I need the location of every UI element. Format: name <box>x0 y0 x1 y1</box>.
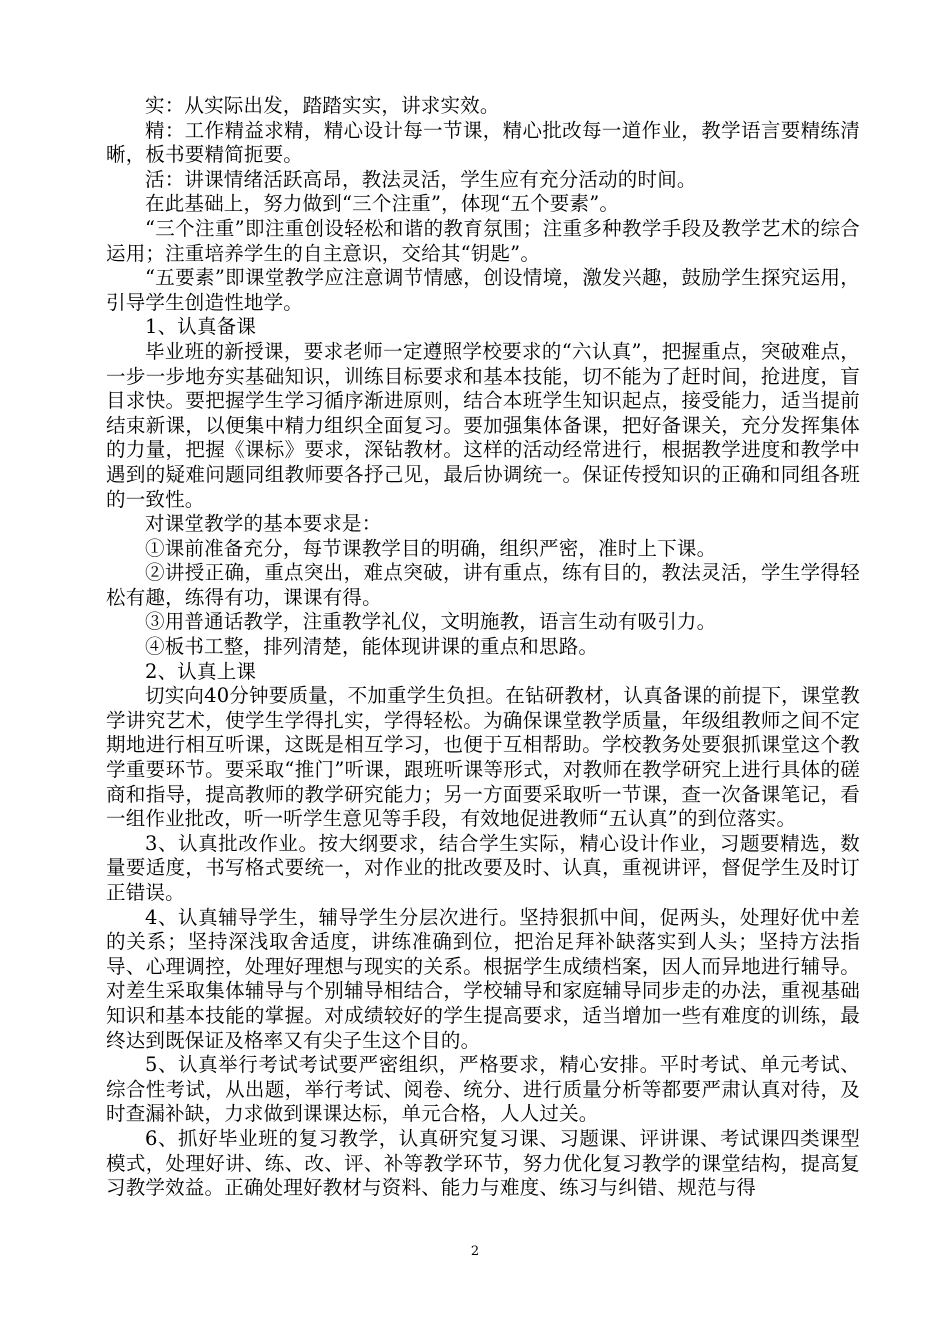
list-item-requirement-2: ②讲授正确，重点突出，难点突破，讲有重点，练有目的，教法灵活，学生学得轻松有趣，练得有功，课课有得。 <box>106 561 860 609</box>
paragraph-requirements-intro: 对课堂教学的基本要求是： <box>145 512 382 536</box>
section-heading-lesson-prep: 1、认真备课 <box>145 315 257 339</box>
paragraph-shi: 实：从实际出发，踏踏实实，讲求实效。 <box>145 94 500 117</box>
paragraph-five-elements: “五要素”即课堂教学应注意调节情感，创设情境，激发兴趣，鼓励学生探究运用，引导学生创造性地学。 <box>106 266 860 314</box>
list-item-requirement-1: ①课前准备充分，每节课教学目的明确，组织严密，准时上下课。 <box>145 536 717 560</box>
document-body <box>106 94 860 1201</box>
paragraph-exams: 5、认真举行考试考试要严密组织，严格要求，精心安排。平时考试、单元考试、综合性考试，从出题，举行考试、阅卷、统分、进行质量分析等都要严肃认真对待，及时查漏补缺，力求做到课课达标，单元合格，人人过关。 <box>106 1053 860 1126</box>
list-item-requirement-4: ④板书工整，排列清楚，能体现讲课的重点和思路。 <box>145 635 599 659</box>
list-item-requirement-3: ③用普通话教学，注重教学礼仪，文明施教，语言生动有吸引力。 <box>145 610 717 634</box>
section-heading-teaching: 2、认真上课 <box>145 659 257 683</box>
paragraph-three-emphases: “三个注重”即注重创设轻松和谐的教育氛围；注重多种教学手段及教学艺术的综合运用；注重培养学生的自主意识，交给其“钥匙”。 <box>106 216 860 265</box>
paragraph-review: 6、抓好毕业班的复习教学，认真研究复习课、习题课、评讲课、考试课四类课型模式，处理好讲、练、改、评、补等教学环节，努力优化复习教学的课堂结构，提高复习教学效益。正确处理好教材与资料、能力与难度、练习与纠错、规范与得 <box>106 1126 860 1200</box>
paragraph-tutoring: 4、认真辅导学生，辅导学生分层次进行。坚持狠抓中间，促两头，处理好优中差的关系；坚持深浅取舍适度，讲练准确到位，把治足拜补缺落实到人头；坚持方法指导、心理调控，处理好理想与现实的关系。根据学生成绩档案，因人而异地进行辅导。对差生采取集体辅导与个别辅导相结合，学校辅导和家庭辅导同步走的办法，重视基础知识和基本技能的掌握。对成绩较好的学生提高要求，适当增加一些有难度的训练，最终达到既保证及格率又有尖子生这个目的。 <box>106 905 860 1052</box>
paragraph-jing: 精：工作精益求精，精心设计每一节课，精心批改每一道作业，教学语言要精练清晰，板书要精简扼要。 <box>106 118 860 167</box>
paragraph-lesson-prep: 毕业班的新授课，要求老师一定遵照学校要求的“六认真”，把握重点，突破难点，一步一步地夯实基础知识，训练目标要求和基本技能，切不能为了赶时间，抢进度，盲目求快。要把握学生学习循序渐进原则，结合本班学生知识起点，接受能力，适当提前结束新课，以便集中精力组织全面复习。要加强集体备课，把好备课关，充分发挥集体的力量，把握《课标》要求，深钻教材。这样的活动经常进行，根据教学进度和教学中遇到的疑难问题同组教师要各抒己见，最后协调统一。保证传授知识的正确和同组各班的一致性。 <box>106 339 860 511</box>
paragraph-huo: 活：讲课情绪活跃高昂，教法灵活，学生应有充分活动的时间。 <box>145 167 697 191</box>
page-number: 2 <box>470 1244 480 1259</box>
paragraph-basis: 在此基础上，努力做到“三个注重”，体现“五个要素”。 <box>145 192 620 216</box>
paragraph-homework: 3、认真批改作业。按大纲要求，结合学生实际，精心设计作业，习题要精选，数量要适度，书写格式要统一，对作业的批改要及时、认真，重视讲评，督促学生及时订正错误。 <box>106 831 860 904</box>
paragraph-teaching: 切实向40分钟要质量，不加重学生负担。在钻研教材，认真备课的前提下，课堂教学讲究艺术，使学生学得扎实，学得轻松。为确保课堂教学质量，年级组教师之间不定期地进行相互听课，这既是相互学习，也便于互相帮助。学校教务处要狠抓课堂这个教学重要环节。要采取“推门”听课，跟班听课等形式，对教师在教学研究上进行具体的磋商和指导，提高教师的教学研究能力；另一方面要采取听一节课，查一次备课笔记，看一组作业批改，听一听学生意见等手段，有效地促进教师“五认真”的到位落实。 <box>106 684 860 831</box>
